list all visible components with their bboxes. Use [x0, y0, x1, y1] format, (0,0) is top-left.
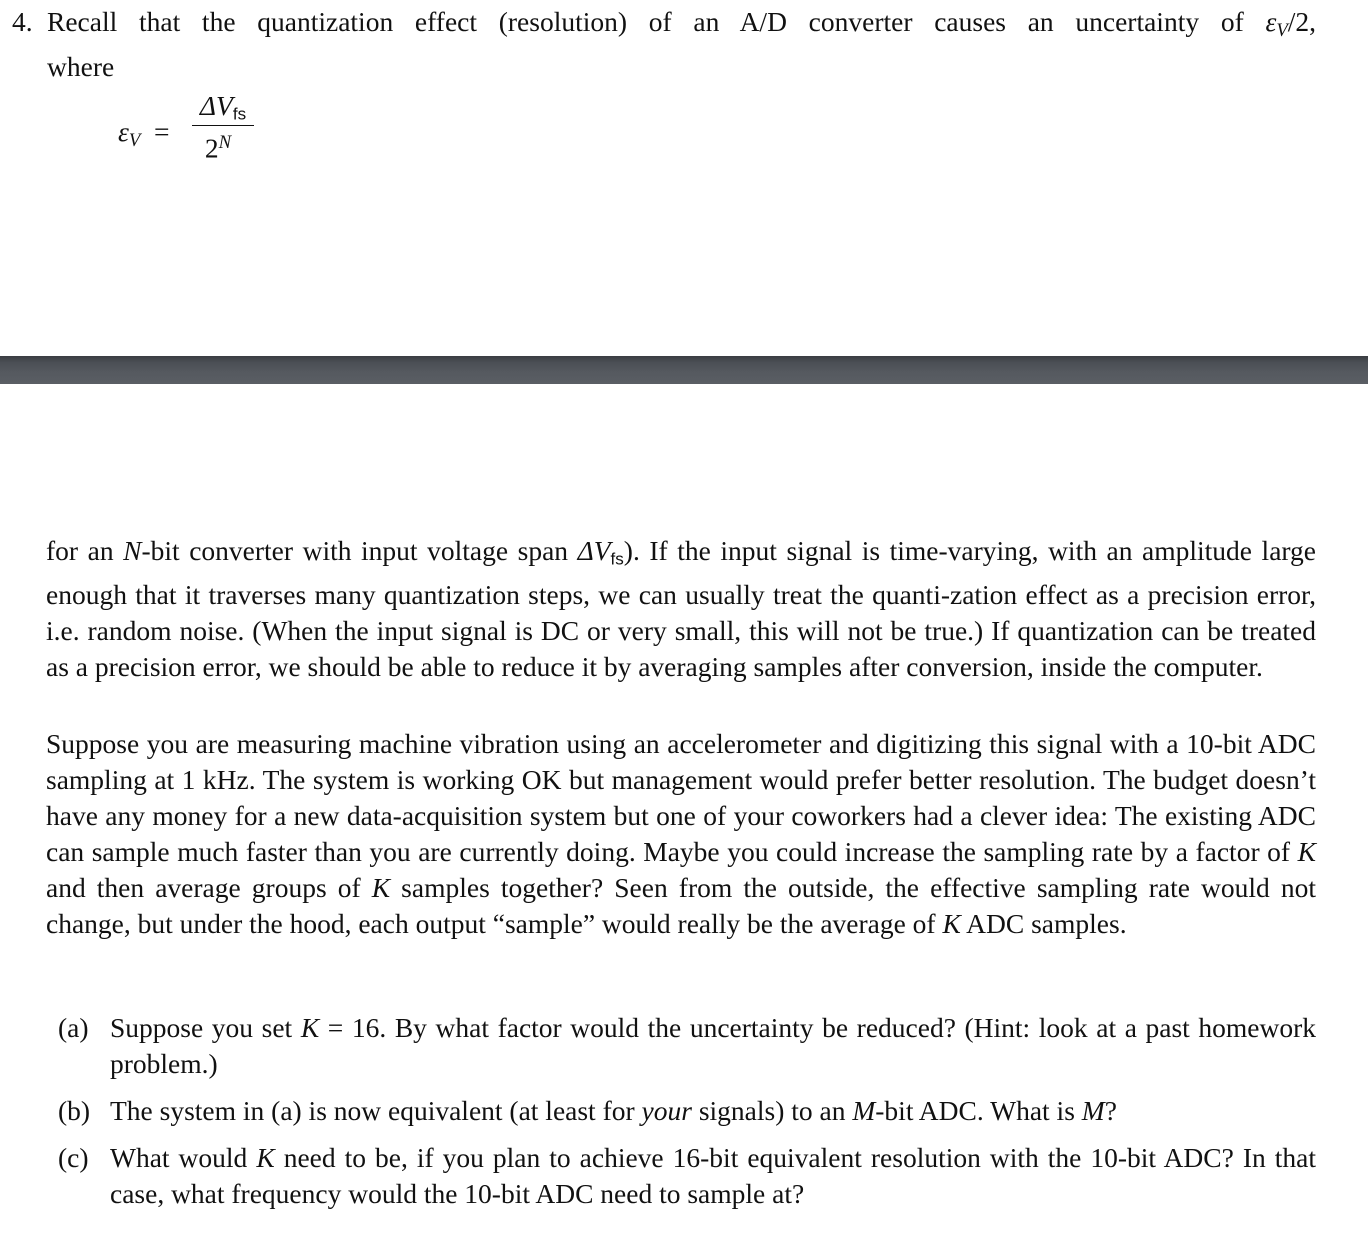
- problem-intro-line-1: [12, 4, 1316, 49]
- subq-b-text-4: ?: [1104, 1095, 1117, 1126]
- equation-lhs: [118, 116, 170, 152]
- var-k: K: [942, 908, 961, 939]
- equation-epsilon-subscript: V: [128, 130, 141, 152]
- equation-exponent: N: [218, 132, 232, 153]
- intro-suffix: /2,: [1287, 6, 1316, 37]
- p2-text-2: and then average groups of: [46, 872, 361, 903]
- epsilon-symbol: ε: [1265, 6, 1277, 37]
- equation-fraction: [192, 88, 254, 164]
- paragraph-scenario: [46, 726, 1316, 942]
- emphasis-your: your: [641, 1095, 692, 1126]
- equation-delta-v: ΔV: [199, 90, 233, 121]
- span-delta-v: ΔV: [577, 535, 611, 566]
- var-k: K: [1297, 836, 1317, 867]
- equation-denominator: [182, 126, 254, 164]
- var-k: K: [256, 1142, 275, 1173]
- problem-intro: [12, 4, 1316, 85]
- subquestion-a: [58, 1010, 1316, 1082]
- p2-text-3: samples together? Seen from the outside, the effective sampling rate would not change, but under the hood, each output “sample” would really be the average of: [46, 872, 1317, 939]
- subq-b-text-1: The system in (a) is now equivalent (at least for: [110, 1095, 635, 1126]
- epsilon-subscript: V: [1276, 20, 1288, 42]
- paragraph-quantization: [46, 533, 1316, 685]
- problem-number: 4.: [12, 6, 33, 37]
- p1-text-3: ). If the input signal is time-varying, with an amplitude large enough that it traverses many quantization steps, we can usually treat the quanti-zation effect as a precision error, i.e. random noise. (When the input signal is DC or very small, this will not be true.) If quantization can be treated as a precision error, we should be able to reduce it by averaging samples after conversion, inside the computer.: [46, 535, 1317, 683]
- var-m: M: [852, 1095, 876, 1126]
- subquestion-label: (b): [58, 1095, 91, 1126]
- equation-epsilon: ε: [118, 116, 129, 147]
- var-n: N: [123, 535, 142, 566]
- p1-text-1: for an: [46, 535, 114, 566]
- var-m: M: [1081, 1095, 1105, 1126]
- problem-intro-line-2: where: [47, 51, 115, 83]
- intro-text: Recall that the quantization effect (resolution) of an A/D converter causes an uncertainty of: [47, 6, 1244, 37]
- subq-a-text-2: = 16. By what factor would the uncertainty be reduced? (Hint: look at a past homework problem.): [110, 1012, 1317, 1079]
- equation-equals: =: [154, 116, 170, 147]
- subq-a-text-1: Suppose you set: [110, 1012, 293, 1043]
- subq-b-text-2: signals) to an: [698, 1095, 846, 1126]
- p2-text-1: Suppose you are measuring machine vibration using an accelerometer and digitizing this signal with a 10-bit ADC sampling at 1 kHz. The system is working OK but management would prefer better resolution. The budget doesn’t have any money for a new data-acquisition system but one of your coworkers had a clever idea: The existing ADC can sample much faster than you are currently doing. Maybe you could increase the sampling rate by a factor of: [46, 728, 1316, 867]
- p1-text-2: -bit converter with input voltage span: [141, 535, 569, 566]
- p2-text-4: ADC samples.: [966, 908, 1127, 939]
- subq-c-text-1: What would: [110, 1142, 248, 1173]
- subq-c-text-2: need to be, if you plan to achieve 16-bit equivalent resolution with the 10-bit ADC? In that case, what frequency would the 10-bit ADC need to sample at?: [110, 1142, 1316, 1209]
- equation-base: 2: [204, 132, 219, 164]
- var-k: K: [300, 1012, 320, 1043]
- equation-fs-subscript: fs: [232, 104, 247, 124]
- var-k: K: [371, 872, 391, 903]
- equation-numerator: [192, 88, 254, 124]
- subquestion-c: [58, 1140, 1316, 1212]
- page-divider: [0, 356, 1368, 384]
- subquestion-label: (a): [58, 1012, 89, 1043]
- subquestion-b: [58, 1093, 1316, 1129]
- span-fs-subscript: fs: [610, 549, 624, 569]
- subq-b-text-3: -bit ADC. What is: [875, 1095, 1075, 1126]
- subquestion-list: [58, 1010, 1316, 1223]
- subquestion-label: (c): [58, 1142, 89, 1173]
